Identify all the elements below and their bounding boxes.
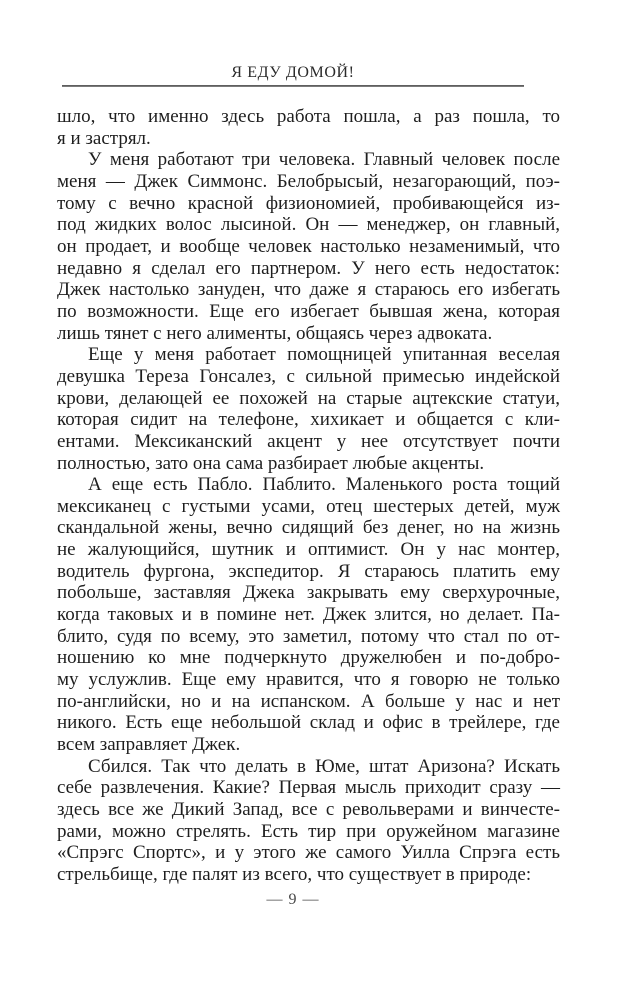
text-line: рами, можно стрелять. Есть тир при оружейном магазине [57,820,560,842]
text-line: по возможности. Еще его избегает бывшая жена, которая [57,300,560,322]
body-text [57,106,560,886]
text-line: Сбился. Так что делать в Юме, штат Аризона? Искать [88,755,560,777]
header-rule [62,85,524,87]
text-line: му услужлив. Еще ему нравится, что я говорю не только [57,669,560,691]
text-line: тому с вечно красной физиономией, пробивающейся из- [57,192,560,214]
text-line: Джек настолько зануден, что даже я стараюсь его избегать [57,279,560,301]
paragraph [57,106,560,149]
text-line: я и застрял. [57,127,151,149]
text-line: ентами. Мексиканский акцент у нее отсутствует почти [57,430,560,452]
text-line: недавно я сделал его партнером. У него есть недостаток: [57,257,560,279]
text-line: скандальной жены, вечно сидящий без денег, но на жизнь [57,517,560,539]
text-line: полностью, зато она сама разбирает любые акценты. [57,452,485,474]
paragraph [57,149,560,344]
text-line: никого. Есть еще небольшой склад и офис в трейлере, где [57,712,560,734]
text-line: лишь тянет с него алименты, общаясь через адвоката. [57,322,493,344]
text-line: А еще есть Пабло. Паблито. Маленького роста тощий [88,474,560,496]
text-line: себе развлечения. Какие? Первая мысль приходит сразу — [57,777,560,799]
text-line: крови, делающей ее похожей на старые ацтекские статуи, [57,387,560,409]
text-line: не жалующийся, шутник и оптимист. Он у нас монтер, [57,539,560,561]
text-line: он продает, и вообще человек настолько незаменимый, что [57,235,560,257]
paragraph [57,344,560,474]
text-line: когда таковых и в помине нет. Джек злится, но делает. Па- [57,604,560,626]
text-line: шло, что именно здесь работа пошла, а раз пошла, то [57,106,560,127]
text-line: стрельбище, где палят из всего, что существует в природе: [57,863,532,885]
text-line: которая сидит на телефоне, хихикает и общается с кли- [57,409,560,431]
text-line: девушка Тереза Гонсалез, с сильной примесью индейской [57,365,560,387]
text-line: «Спрэгс Спортс», и у этого же самого Уилла Спрэга есть [57,842,560,864]
text-line: У меня работают три человека. Главный человек после [88,149,560,171]
running-header-title: Я ЕДУ ДОМОЙ! [231,64,355,81]
text-line: водитель фургона, экспедитор. Я стараюсь платить ему [57,560,560,582]
text-line: всем заправляет Джек. [57,734,241,756]
text-line: по-английски, но и на испанском. А больше у нас и нет [57,690,560,712]
page-number: — 9 — [266,891,320,908]
paragraph [57,474,560,756]
text-line: блито, судя по всему, это заметил, потому что стал по от- [57,625,560,647]
text-line: под жидких волос лысиной. Он — менеджер, он главный, [57,214,560,236]
text-line: меня — Джек Симмонс. Белобрысый, незагорающий, поэ- [57,170,560,192]
text-line: ношению ко мне подчеркнуто дружелюбен и по-добро- [57,647,560,669]
paragraph [57,756,560,886]
text-line: Еще у меня работает помощницей упитанная веселая [88,344,560,366]
text-line: мексиканец с густыми усами, отец шестерых детей, муж [57,495,560,517]
text-line: здесь все же Дикий Запад, все с револьверами и винчесте- [57,799,560,820]
text-line: побольше, заставляя Джека закрывать ему сверхурочные, [57,582,560,604]
